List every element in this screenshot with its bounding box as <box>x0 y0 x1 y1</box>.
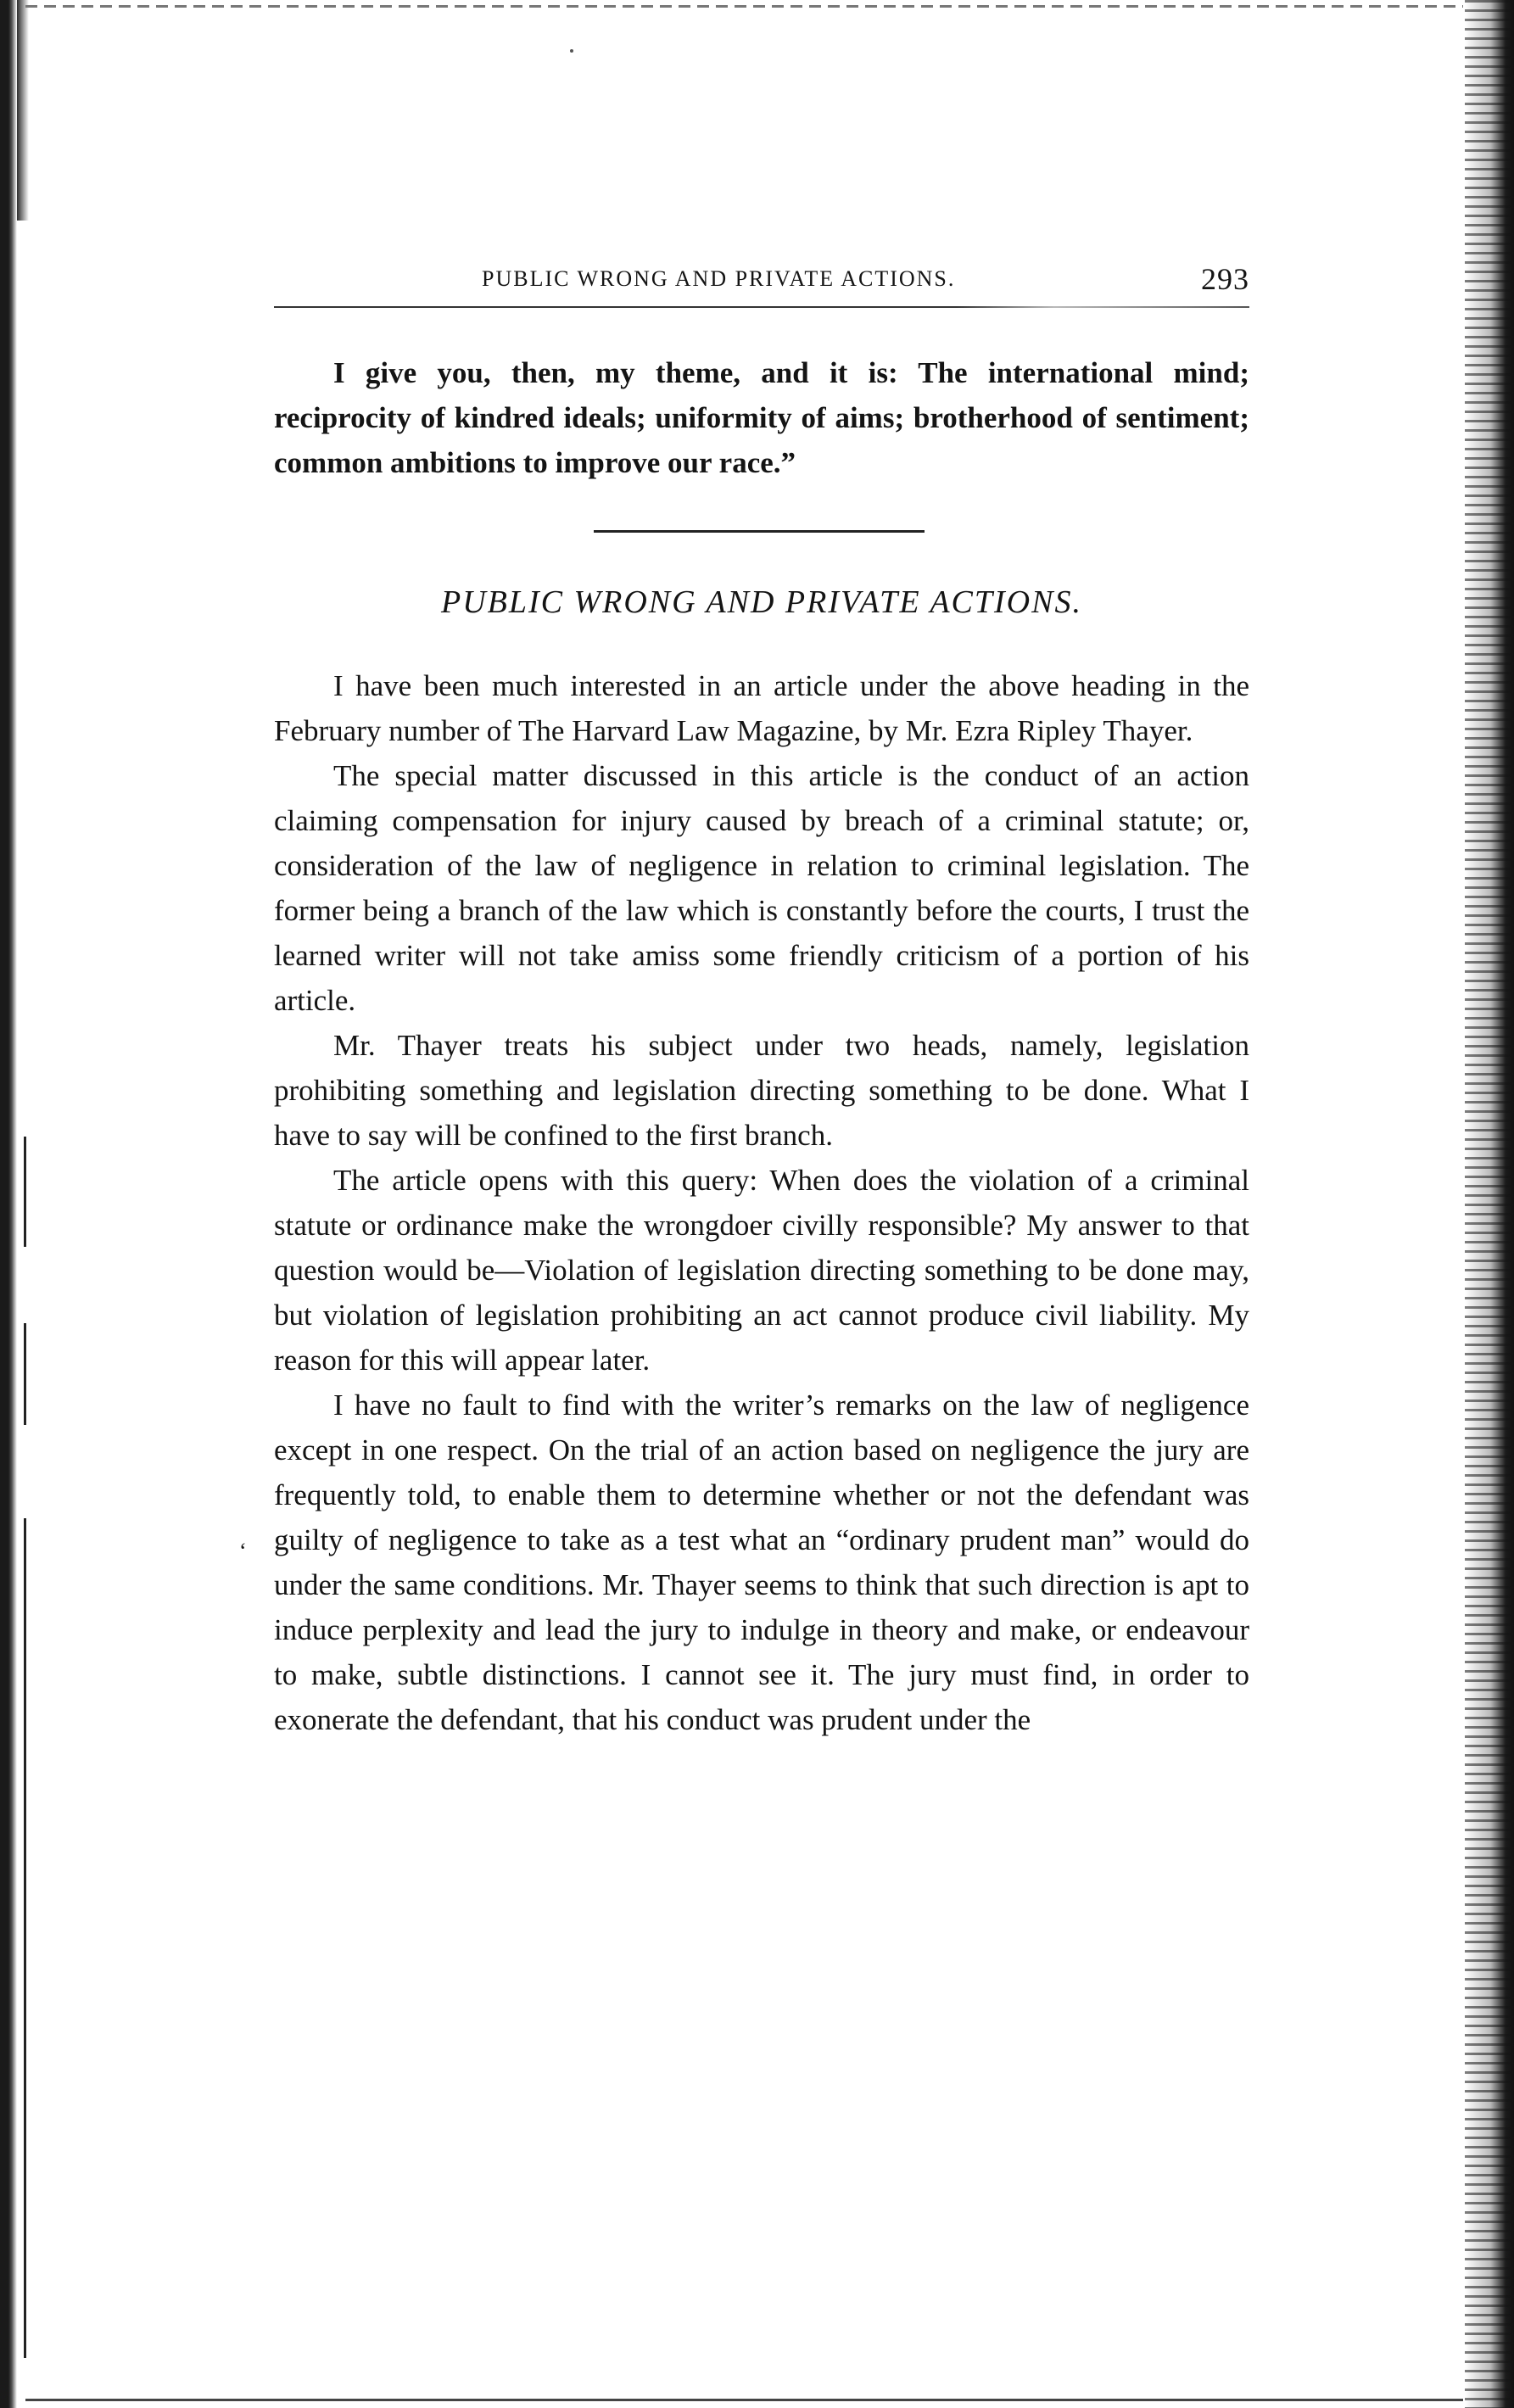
scan-margin-mark <box>24 1323 26 1425</box>
article-paragraph: I have no fault to find with the writer’s remarks on the law of negligence except in one respect. On the trial of an action based on negligence the jury are frequently told, to enable them to determine whether or not the defendant was guilty of negligence to take as a test what an “ordinary prudent man” would do under the same conditions. Mr. Thayer seems to think that such direction is apt to induce perplexity and lead the jury to indulge in theory and make, or endeavour to make, subtle distinctions. I cannot see it. The jury must find, in order to exonerate the defendant, that his conduct was prudent under the <box>274 1388 1249 1736</box>
scan-top-border <box>25 5 1463 8</box>
scan-speck <box>570 49 573 53</box>
running-head <box>274 262 1249 300</box>
article-paragraph: The special matter discussed in this article is the conduct of an action claiming compensation for injury caused by breach of a criminal statute; or, consideration of the law of negligence in relation to criminal legislation. The former being a branch of the law which is constantly before the courts, I trust the learned writer will not take amiss some friendly criticism of a portion of his article. <box>274 759 1249 1017</box>
article-paragraph: Mr. Thayer treats his subject under two heads, namely, legislation prohibiting something and legislation directing something to be done. What I have to say will be confined to the first branch. <box>274 1029 1249 1152</box>
closing-quote <box>274 350 1249 485</box>
scan-margin-mark <box>24 1518 26 2358</box>
header-rule <box>274 306 1249 308</box>
scan-left-edge <box>0 0 17 2408</box>
scan-right-edge <box>1465 0 1514 2408</box>
margin-tick: ‘ <box>239 1539 247 1563</box>
article-paragraph: The article opens with this query: When does the violation of a criminal statute or ordinance make the wrongdoer civilly responsible? My answer to that question would be—Violation of legislation directing something to be done may, but violation of legislation prohibiting an act cannot produce civil liability. My reason for this will appear later. <box>274 1164 1249 1377</box>
scan-margin-mark <box>24 1137 26 1247</box>
article-paragraph: I have been much interested in an article under the above heading in the February number of The Harvard Law Magazine, by Mr. Ezra Ripley Thayer. <box>274 669 1249 747</box>
scan-bottom-border <box>25 2399 1463 2401</box>
article-title: PUBLIC WRONG AND PRIVATE ACTIONS. <box>441 584 1082 620</box>
section-divider <box>594 530 925 533</box>
scan-left-shadow <box>17 0 29 221</box>
running-title: PUBLIC WRONG AND PRIVATE ACTIONS. <box>482 266 956 291</box>
quote-paragraph: I give you, then, my theme, and it is: The international mind; reciprocity of kindred ideals; uniformity of aims; brotherhood of sentiment; common ambitions to improve our race.” <box>274 356 1249 479</box>
article-body <box>274 663 1249 1742</box>
page-number: 293 <box>1201 262 1249 296</box>
